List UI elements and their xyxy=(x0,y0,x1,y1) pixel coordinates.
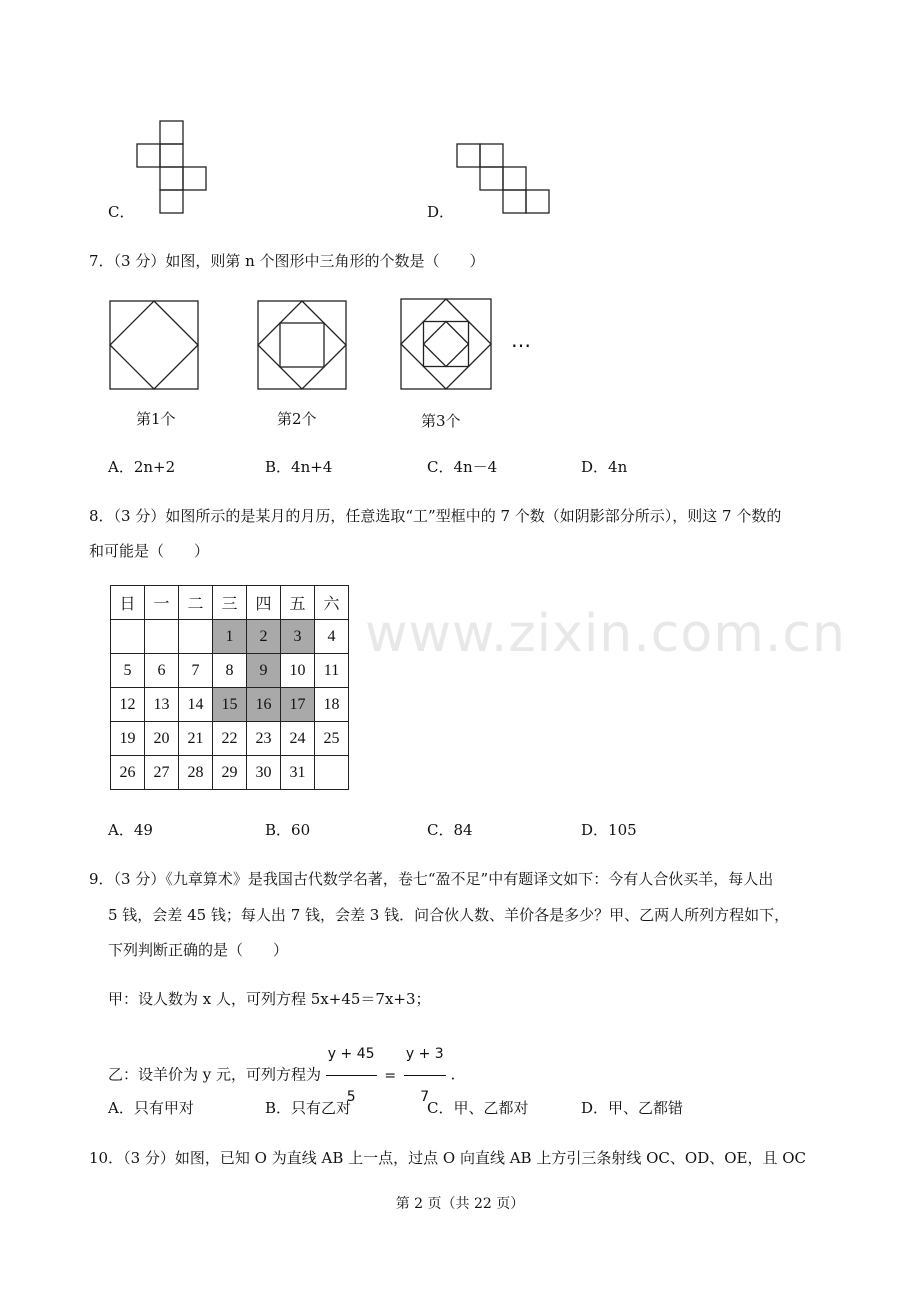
q6-option-c-label: C． xyxy=(108,203,135,221)
q7-ellipsis: … xyxy=(511,328,531,352)
calendar-empty-cell xyxy=(145,620,179,654)
q6-net-d-figure xyxy=(456,143,554,217)
q9-jia-equation: 甲：设人数为 x 人，可列方程 5x+45＝7x+3； xyxy=(108,990,431,1008)
q6-net-c-figure xyxy=(136,120,210,216)
q9-stem-line3: 下列判断正确的是（ ） xyxy=(108,941,289,959)
q9-option-a: A．只有甲对 xyxy=(108,1099,194,1117)
q7-option-a: A．2n+2 xyxy=(108,458,176,476)
q6-option-d-label: D． xyxy=(427,203,455,221)
q8-stem-line1: 8．（3 分）如图所示的是某月的月历，任意选取“工”型框中的 7 个数（如阴影部分所示），则这 7 个数的 xyxy=(89,507,782,525)
q10-stem-line1: 10．（3 分）如图，已知 O 为直线 AB 上一点，过点 O 向直线 AB 上方引三条射线 OC、OD、OE，且 OC xyxy=(89,1149,807,1167)
calendar-day-cell: 27 xyxy=(145,756,179,790)
calendar-weekday-header: 三 xyxy=(213,586,247,620)
q8-option-a: A．49 xyxy=(108,821,153,839)
calendar-week-row xyxy=(111,722,349,756)
calendar-day-cell: 8 xyxy=(213,654,247,688)
calendar-empty-cell xyxy=(111,620,145,654)
calendar-day-cell: 24 xyxy=(281,722,315,756)
q9-fraction-2-numerator: y + 3 xyxy=(404,1034,446,1076)
calendar-day-cell: 31 xyxy=(281,756,315,790)
page-footer: 第 2 页（共 22 页） xyxy=(395,1196,525,1212)
q9-equals-sign: = xyxy=(384,1067,397,1084)
q9-option-c: C．甲、乙都对 xyxy=(427,1099,529,1117)
q7-figure-1 xyxy=(109,300,201,392)
calendar-weekday-header: 日 xyxy=(111,586,145,620)
calendar-day-cell: 12 xyxy=(111,688,145,722)
q7-figure-label-1: 第1个 xyxy=(136,410,176,428)
q9-yi-equation xyxy=(108,1034,456,1105)
calendar-weekday-header: 一 xyxy=(145,586,179,620)
calendar-day-cell: 16 xyxy=(247,688,281,722)
calendar-day-cell: 13 xyxy=(145,688,179,722)
calendar-day-cell: 30 xyxy=(247,756,281,790)
q7-figure-label-3: 第3个 xyxy=(421,412,461,430)
calendar-day-cell: 23 xyxy=(247,722,281,756)
calendar-week-row xyxy=(111,756,349,790)
q8-option-c: C．84 xyxy=(427,821,473,839)
calendar-day-cell: 9 xyxy=(247,654,281,688)
calendar-day-cell: 22 xyxy=(213,722,247,756)
q9-yi-suffix: . xyxy=(450,1065,456,1084)
calendar-empty-cell xyxy=(315,756,349,790)
q7-option-c: C．4n－4 xyxy=(427,458,498,476)
q9-stem-line1: 9．（3 分）《九章算术》是我国古代数学名著，卷七“盈不足”中有题译文如下：今有人合伙买羊，每人出 xyxy=(89,870,774,888)
calendar-day-cell: 19 xyxy=(111,722,145,756)
q7-stem: 7．（3 分）如图，则第 n 个图形中三角形的个数是（ ） xyxy=(89,252,485,270)
q8-option-d: D．105 xyxy=(581,821,637,839)
calendar-weekday-header: 五 xyxy=(281,586,315,620)
calendar-weekday-header: 二 xyxy=(179,586,213,620)
calendar-day-cell: 10 xyxy=(281,654,315,688)
q7-figure-3 xyxy=(400,298,494,392)
q9-fraction-1-denominator: 5 xyxy=(346,1089,356,1105)
calendar-day-cell: 21 xyxy=(179,722,213,756)
calendar-day-cell: 7 xyxy=(179,654,213,688)
watermark: www.zixin.com.cn xyxy=(365,604,846,664)
q9-fraction-2-denominator: 7 xyxy=(420,1089,430,1105)
q8-option-b: B．60 xyxy=(265,821,311,839)
calendar-day-cell: 5 xyxy=(111,654,145,688)
calendar-day-cell: 6 xyxy=(145,654,179,688)
q9-stem-line2: 5 钱，会差 45 钱；每人出 7 钱，会差 3 钱．问合伙人数、羊价各是多少？甲、乙两人所列方程如下， xyxy=(108,906,790,924)
calendar-week-row xyxy=(111,688,349,722)
calendar-week-row xyxy=(111,620,349,654)
calendar-day-cell: 20 xyxy=(145,722,179,756)
calendar-weekday-header: 四 xyxy=(247,586,281,620)
q7-figure-label-2: 第2个 xyxy=(277,410,317,428)
q9-fraction-1-numerator: y + 45 xyxy=(326,1034,377,1076)
calendar-day-cell: 26 xyxy=(111,756,145,790)
calendar-week-row xyxy=(111,654,349,688)
calendar-day-cell: 2 xyxy=(247,620,281,654)
calendar-empty-cell xyxy=(179,620,213,654)
calendar-table xyxy=(110,585,349,790)
calendar-day-cell: 18 xyxy=(315,688,349,722)
q7-option-b: B．4n+4 xyxy=(265,458,333,476)
calendar-day-cell: 25 xyxy=(315,722,349,756)
calendar-day-cell: 14 xyxy=(179,688,213,722)
calendar-day-cell: 15 xyxy=(213,688,247,722)
calendar-day-cell: 3 xyxy=(281,620,315,654)
calendar-weekday-header: 六 xyxy=(315,586,349,620)
calendar-day-cell: 4 xyxy=(315,620,349,654)
q7-option-d: D．4n xyxy=(581,458,628,476)
q9-yi-prefix: 乙：设羊价为 y 元，可列方程为 xyxy=(108,1065,322,1084)
q9-option-b: B．只有乙对 xyxy=(265,1099,352,1117)
calendar-day-cell: 11 xyxy=(315,654,349,688)
calendar-day-cell: 17 xyxy=(281,688,315,722)
calendar-header-row xyxy=(111,586,349,620)
calendar-day-cell: 28 xyxy=(179,756,213,790)
q9-option-d: D．甲、乙都错 xyxy=(581,1099,684,1117)
calendar-day-cell: 29 xyxy=(213,756,247,790)
q7-figure-2 xyxy=(257,300,349,392)
q8-stem-line2: 和可能是（ ） xyxy=(89,542,210,560)
calendar-day-cell: 1 xyxy=(213,620,247,654)
